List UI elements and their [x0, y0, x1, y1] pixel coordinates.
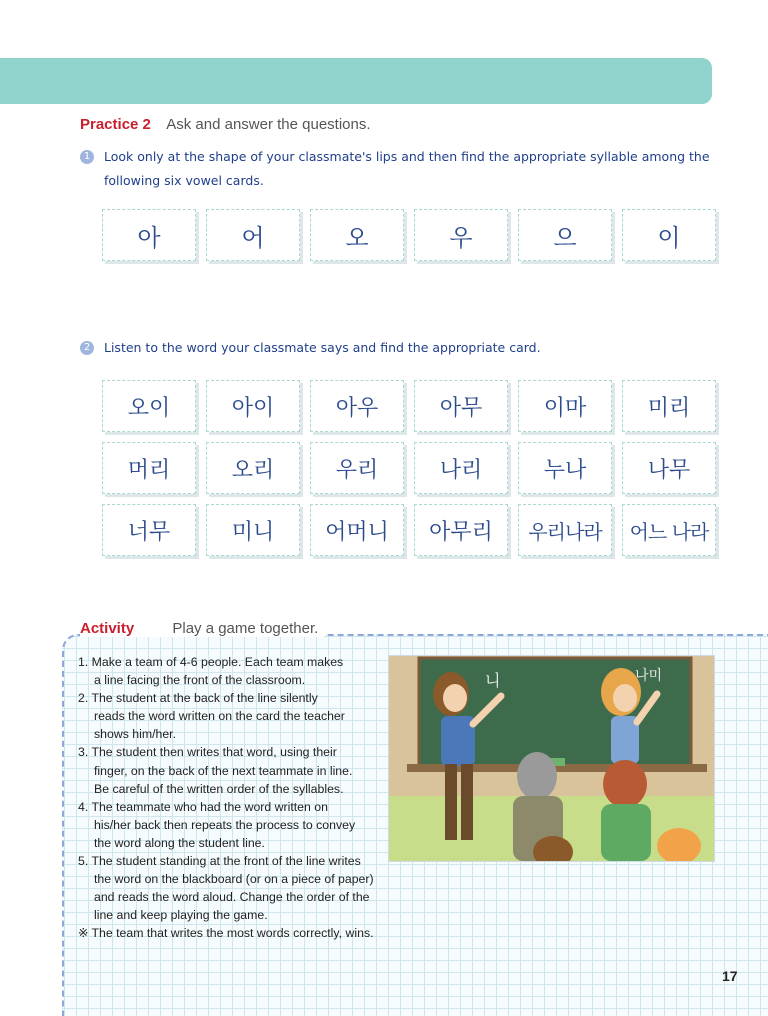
word-card[interactable]: 머리 — [102, 442, 196, 494]
board-word-2: 나미 — [635, 668, 663, 684]
step-line: a line facing the front of the classroom. — [94, 673, 306, 688]
instruction-2 — [80, 336, 720, 360]
word-card[interactable]: 나리 — [414, 442, 508, 494]
vowel-card[interactable]: 이 — [622, 209, 716, 261]
step-line: Be careful of the written order of the syllables. — [94, 781, 344, 796]
step-line: 1. Make a team of 4-6 people. Each team makes — [78, 655, 344, 669]
step-line: 5. The student standing at the front of the line writes — [78, 854, 361, 869]
vowel-card[interactable]: 으 — [518, 209, 612, 261]
step-line: 4. The teammate who had the word written on — [78, 799, 328, 814]
step-line: shows him/her. — [94, 727, 177, 742]
word-card[interactable]: 어머니 — [310, 504, 404, 556]
instruction-1 — [80, 145, 720, 193]
activity-steps — [78, 653, 390, 943]
activity-label: Activity — [80, 620, 135, 637]
vowel-card[interactable]: 어 — [206, 209, 300, 261]
activity-title: Play a game together. — [172, 620, 319, 637]
word-card[interactable]: 미리 — [622, 380, 716, 432]
step-line: his/her back then repeats the process to convey — [94, 817, 356, 832]
word-card[interactable]: 아우 — [310, 380, 404, 432]
word-card[interactable]: 우리 — [310, 442, 404, 494]
number-badge-2: 2 — [80, 341, 94, 355]
step-line: the word along the student line. — [94, 835, 265, 850]
instruction-1-text: Look only at the shape of your classmate's lips and then find the appropriate syllable among the following six vowel cards. — [104, 149, 710, 188]
word-card[interactable]: 너무 — [102, 504, 196, 556]
activity-heading — [80, 620, 324, 637]
practice-heading — [80, 116, 371, 133]
word-card[interactable]: 아이 — [206, 380, 300, 432]
vowel-card[interactable]: 우 — [414, 209, 508, 261]
practice-label: Practice 2 — [80, 116, 151, 133]
word-card[interactable]: 아무리 — [414, 504, 508, 556]
vowel-card[interactable]: 아 — [102, 209, 196, 261]
number-badge-1: 1 — [80, 150, 94, 164]
student-back-right — [601, 760, 651, 861]
word-card[interactable]: 오이 — [102, 380, 196, 432]
classroom-scene — [389, 656, 714, 861]
step-line: reads the word written on the card the teacher — [94, 709, 345, 724]
step-line: finger, on the back of the next teammate in line. — [94, 763, 353, 778]
step-line: the word on the blackboard (or on a piece of paper) — [94, 872, 374, 887]
word-card[interactable]: 나무 — [622, 442, 716, 494]
practice-title: Ask and answer the questions. — [166, 116, 371, 133]
step-line: ※ The team that writes the most words correctly, wins. — [78, 926, 374, 941]
word-card[interactable]: 누나 — [518, 442, 612, 494]
step-line: 3. The student then writes that word, using their — [78, 745, 337, 760]
vowel-card[interactable]: 오 — [310, 209, 404, 261]
step-line: 2. The student at the back of the line silently — [78, 691, 318, 706]
step-line: and reads the word aloud. Change the order of the — [94, 890, 370, 905]
word-card[interactable]: 오리 — [206, 442, 300, 494]
word-card[interactable]: 아무 — [414, 380, 508, 432]
word-card[interactable]: 이마 — [518, 380, 612, 432]
header-band — [0, 58, 712, 104]
word-card[interactable]: 어느 나라 — [622, 504, 716, 556]
word-card[interactable]: 미니 — [206, 504, 300, 556]
word-card[interactable]: 우리나라 — [518, 504, 612, 556]
page-number: 17 — [722, 968, 738, 984]
board-word-1: 니 — [485, 671, 501, 690]
step-line: line and keep playing the game. — [94, 908, 268, 923]
classroom-illustration — [388, 655, 715, 862]
instruction-2-text: Listen to the word your classmate says and find the appropriate card. — [104, 340, 541, 355]
